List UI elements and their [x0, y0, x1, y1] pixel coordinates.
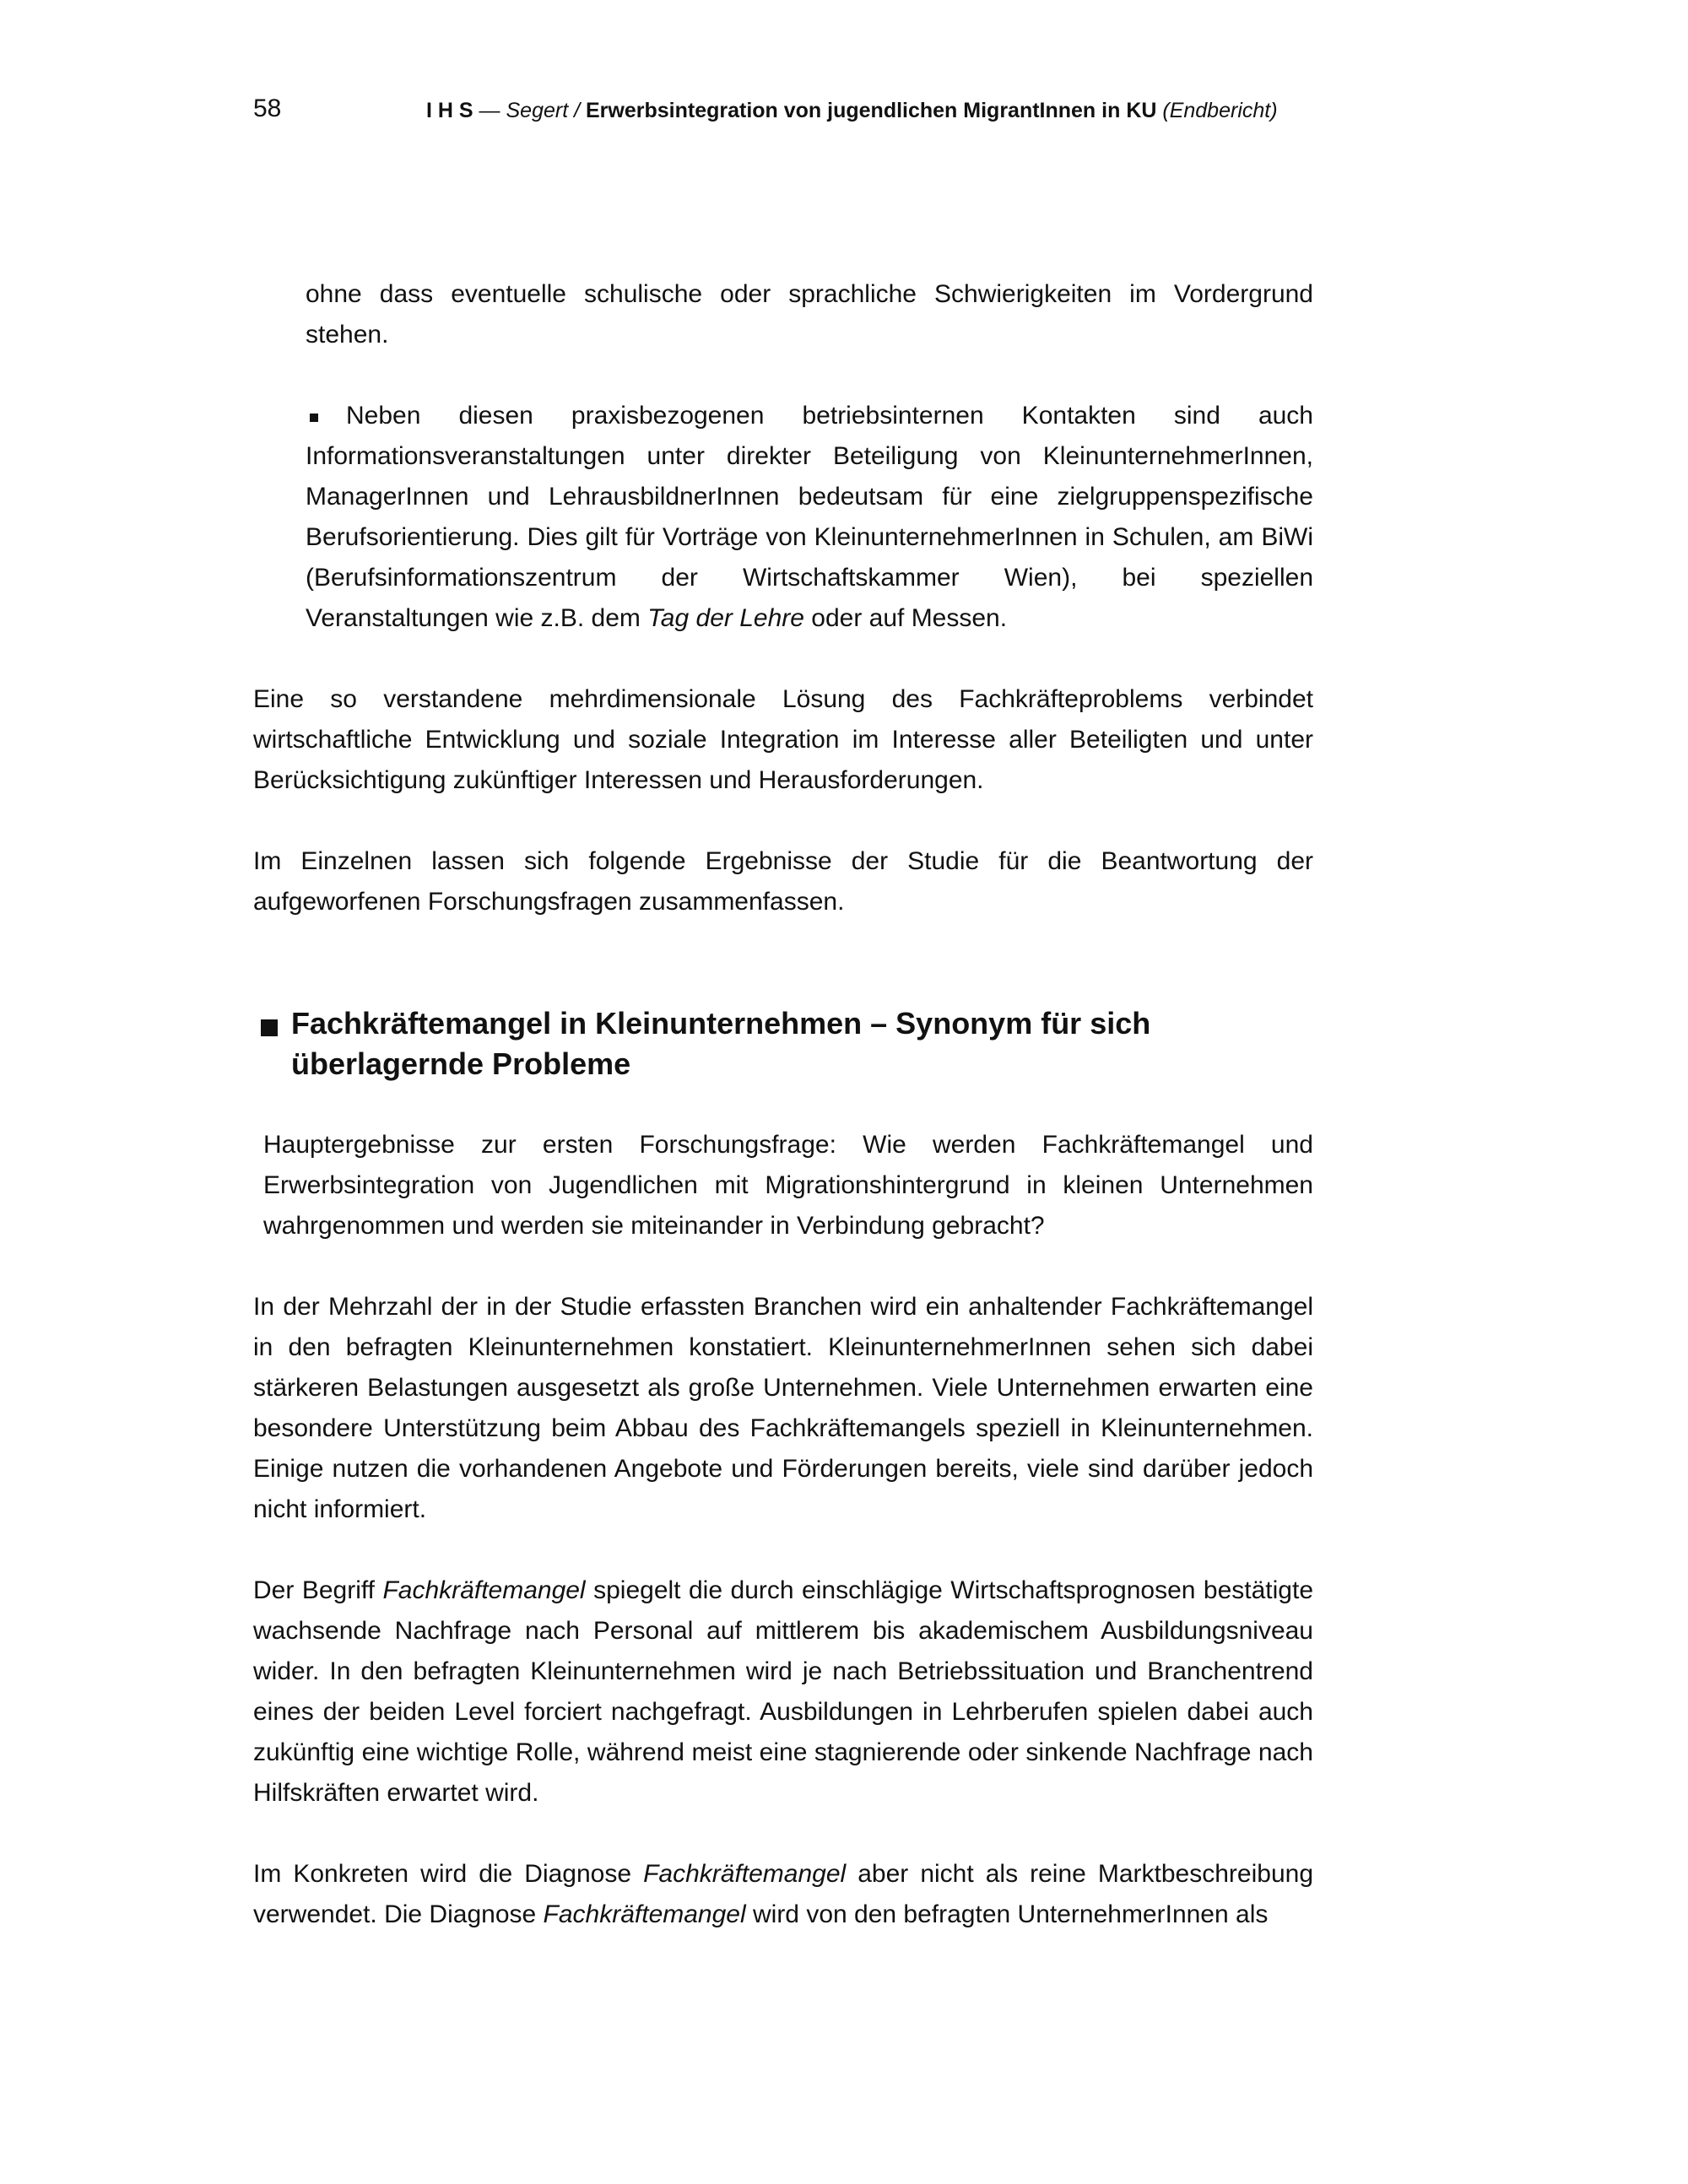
p5-mid: aber nicht als reine Marktbeschreibung verwendet. Die Diagnose — [253, 1860, 1313, 1928]
bullet-item — [306, 396, 1313, 639]
p5-end: wird von den befragten UnternehmerInnen als — [745, 1900, 1269, 1928]
header-note: (Endbericht) — [1162, 99, 1278, 122]
bullet-text-end: oder auf Messen. — [803, 604, 1008, 632]
running-header — [426, 99, 1278, 123]
paragraph-5 — [253, 1854, 1313, 1935]
header-title: Erwerbsintegration von jugendlichen MigrantInnen in KU — [580, 99, 1163, 122]
bullet-text-main: Neben diesen praxisbezogenen betriebsinternen Kontakten sind auch Informationsveranstaltungen unter direkter Beteiligung von KleinunternehmerInnen, ManagerInnen und LehrausbildnerInnen bedeutsam für eine zielgruppenspezifische Berufsorientierung. Dies gilt für Vorträge von KleinunternehmerInnen in Schulen, am BiWi (Berufsinformationszentrum der Wirtschaftskammer Wien), bei speziellen Veranstaltungen wie z.B. dem — [306, 402, 1313, 632]
paragraph-2: Im Einzelnen lassen sich folgende Ergebnisse der Studie für die Beantwortung der aufgeworfenen Forschungsfragen zusammenfassen. — [253, 847, 1313, 916]
p5-italic-1: Fachkräftemangel — [643, 1860, 847, 1888]
continuation-paragraph: ohne dass eventuelle schulische oder sprachliche Schwierigkeiten im Vordergrund stehen. — [306, 280, 1313, 349]
research-question: Hauptergebnisse zur ersten Forschungsfrage: Wie werden Fachkräftemangel und Erwerbsintegration von Jugendlichen mit Migrationshintergrund in kleinen Unternehmen wahrgenommen und werden sie miteinander in Verbindung gebracht? — [263, 1131, 1313, 1240]
paragraph-3: In der Mehrzahl der in der Studie erfassten Branchen wird ein anhaltender Fachkräftemangel in den befragten Kleinunternehmen konstatiert. KleinunternehmerInnen sehen sich dabei stärkeren Belastungen ausgesetzt als große Unternehmen. Viele Unternehmen erwarten eine besondere Unterstützung beim Abbau des Fachkräftemangels speziell in Kleinunternehmen. Einige nutzen die vorhandenen Angebote und Förderungen bereits, viele sind darüber jedoch nicht informiert. — [253, 1293, 1313, 1523]
p4-start: Der Begriff — [253, 1576, 383, 1604]
paragraph-1: Eine so verstandene mehrdimensionale Lösung des Fachkräfteproblems verbindet wirtschaftliche Entwicklung und soziale Integration im Interesse aller Beteiligten und unter Berücksichtigung zukünftiger Interessen und Herausforderungen. — [253, 685, 1313, 794]
p4-rest: spiegelt die durch einschlägige Wirtschaftsprognosen bestätigte wachsende Nachfrage nach Personal auf mittlerem bis akademischem Ausbildungsniveau wider. In den befragten Kleinunternehmen wird je nach Betriebssituation und Branchentrend eines der beiden Level forciert nachgefragt. Ausbildungen in Lehrberufen spielen dabei auch zukünftig eine wichtige Rolle, während meist eine stagnierende oder sinkende Nachfrage nach Hilfskräften erwartet wird. — [253, 1576, 1314, 1807]
p5-start: Im Konkreten wird die Diagnose — [253, 1860, 644, 1888]
heading-square-icon — [261, 1019, 278, 1036]
section-heading-text: Fachkräftemangel in Kleinunternehmen – Synonym für sich überlagernde Probleme — [291, 1006, 1151, 1081]
header-author: Segert / — [506, 99, 581, 122]
page-number: 58 — [253, 95, 282, 122]
header-dash: — — [473, 99, 506, 122]
p5-italic-2: Fachkräftemangel — [543, 1900, 746, 1928]
bullet-text — [306, 396, 1313, 639]
bullet-square-icon — [310, 414, 318, 422]
paragraph-4 — [253, 1570, 1313, 1814]
p4-italic: Fachkräftemangel — [382, 1576, 586, 1604]
section-heading — [253, 1003, 1313, 1084]
page-body — [253, 274, 1313, 1935]
header-org: I H S — [426, 99, 473, 122]
bullet-italic: Tag der Lehre — [647, 604, 804, 632]
